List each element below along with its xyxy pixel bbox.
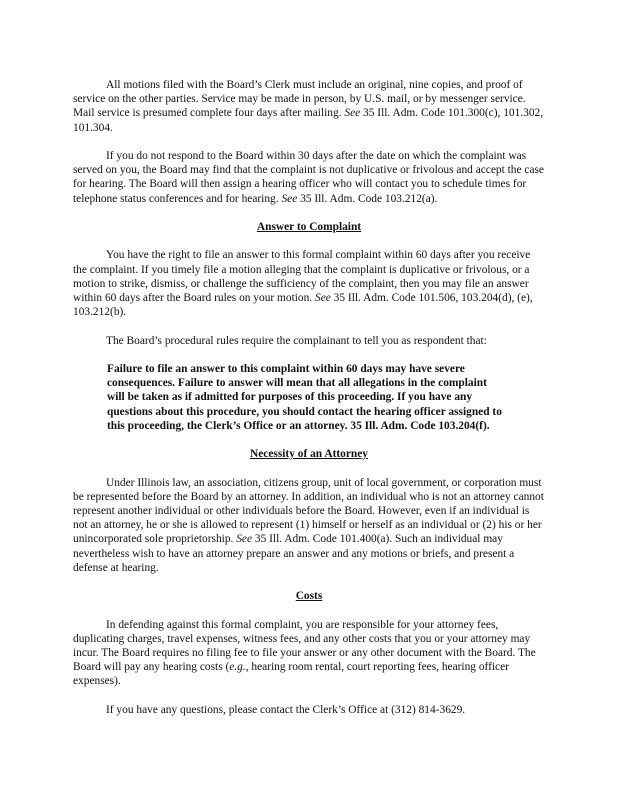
answer-heading: Answer to Complaint [256, 221, 362, 233]
costs-eg: e.g. [229, 661, 246, 674]
no-response-text: If you do not respond to the Board within 30 days after the date on which the complaint was served on you, the Board may find that the complaint is not duplicative or frivolous and accept the case for hearing. The Board will then assign a hearing officer who will contact you to schedule times for telephone status conferences and for hearing. [73, 150, 544, 205]
costs-text: In defending against this formal complaint, you are responsible for your attorney fees, duplicating charges, travel expenses, witness fees, and any other costs that you or your attorney may incur. The Board requires no filing fee to file your answer or any other document with the Board. The Board will pay any hearing costs ( [73, 618, 536, 674]
answer-citation: 35 Ill. Adm. Code 101.506, 103.204(d), (e), 103.212(b). [73, 292, 533, 319]
motions-text: All motions filed with the Board’s Clerk must include an original, nine copies, and proof of service on the other parties. Service may be made in person, by U.S. mail, or by messenger service. Mail service is presumed complete four days after mailing. [73, 79, 526, 120]
attorney-citation: 35 Ill. Adm. Code 101.400(a). Such an individual may nevertheless wish to have an attorney prepare an answer and any motions or briefs, and present a defense at hearing. [73, 533, 515, 574]
no-response-see: See [281, 192, 298, 205]
answer-see: See [315, 292, 331, 304]
no-response-paragraph [73, 149, 545, 206]
answer-paragraph [73, 248, 545, 319]
attorney-paragraph [73, 476, 545, 575]
attorney-heading: Necessity of an Attorney [250, 448, 368, 461]
motions-paragraph [73, 78, 545, 135]
attorney-text: Under Illinois law, an association, citizens group, unit of local government, or corporation must be represented before the Board by an attorney. In addition, an individual who is not an attorney cannot represent another individual or other individuals before the Board. However, even if an individual is not an attorney, he or she is allowed to represent (1) himself or herself as an individual or (2) his or her unincorporated sole proprietorship. [73, 476, 544, 546]
no-response-citation: 35 Ill. Adm. Code 103.212(a). [297, 192, 438, 205]
costs-text-end: , hearing room rental, court reporting fees, hearing officer expenses). [73, 661, 509, 688]
costs-heading: Costs [295, 590, 323, 603]
attorney-see: See [236, 533, 253, 546]
warning-block: Failure to file an answer to this complaint within 60 days may have severe consequences. Failure to answer will mean that all allegations in the complaint will be taken as if admitted for purposes of this proceeding. If you have any questions about this procedure, you should contact the hearing officer assigned to this proceeding, the Clerk’s Office or an attorney. 35 Ill. Adm. Code 103.204(f). [107, 362, 502, 432]
motions-see: See [344, 107, 361, 120]
contact-paragraph: If you have any questions, please contact the Clerk’s Office at (312) 814-3629. [106, 703, 466, 716]
rules-paragraph: The Board’s procedural rules require the complainant to tell you as respondent that: [106, 334, 487, 347]
document-page [73, 78, 545, 731]
motions-citation: 35 Ill. Adm. Code 101.300(c), 101.302, 101.304. [73, 107, 544, 134]
answer-text: You have the right to file an answer to this formal complaint within 60 days after you receive the complaint. If you timely file a motion alleging that the complaint is duplicative or frivolous, or a motion to strike, dismiss, or challenge the sufficiency of the complaint, then you may file an answer within 60 days after the Board rules on your motion. [73, 249, 531, 304]
costs-paragraph [73, 618, 545, 689]
